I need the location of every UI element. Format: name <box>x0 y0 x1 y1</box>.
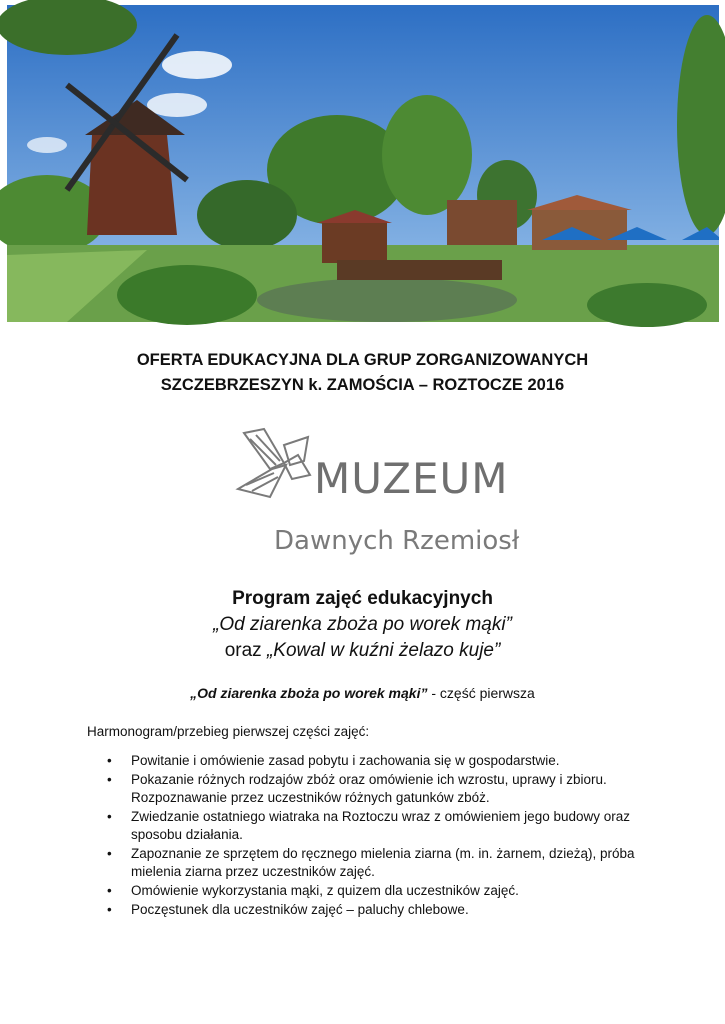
logo-text-museum: MUZEUM <box>314 454 509 503</box>
program-subtitle-2-title: „Kowal w kuźni żelazo kuje” <box>266 640 501 661</box>
list-item: • Omówienie wykorzystania mąki, z quizem dla uczestników zajęć. <box>107 882 647 900</box>
program-subtitle-2 <box>0 638 725 664</box>
list-item: • Pokazanie różnych rodzajów zbóż oraz omówienie ich wzrostu, uprawy i zbioru. Rozpoznawanie przez uczestników różnych gatunków zbóż. <box>107 771 647 807</box>
list-item: • Powitanie i omówienie zasad pobytu i zachowania się w gospodarstwie. <box>107 752 647 770</box>
windmill-sails-icon <box>238 429 310 497</box>
program-heading: Program zajęć edukacyjnych <box>232 588 493 609</box>
part-one-label: - część pierwsza <box>427 685 535 701</box>
list-item: • Zwiedzanie ostatniego wiatraka na Roztoczu wraz z omówieniem jego budowy oraz sposobu działania. <box>107 808 647 844</box>
document-title <box>0 348 725 398</box>
list-item: • Zapoznanie ze sprzętem do ręcznego mielenia ziarna (m. in. żarnem, dzieżą), próba mielenia ziarna przez uczestników zajęć. <box>107 845 647 881</box>
museum-logo <box>232 425 520 565</box>
title-line-2: SZCZEBRZESZYN k. ZAMOŚCIA – ROZTOCZE 2016 <box>160 376 565 394</box>
part-one-heading <box>0 685 725 701</box>
schedule-intro: Harmonogram/przebieg pierwszej części zajęć: <box>87 724 370 739</box>
program-section <box>0 586 725 664</box>
title-line-1: OFERTA EDUKACYJNA DLA GRUP ZORGANIZOWANYCH <box>136 351 589 369</box>
list-item: • Poczęstunek dla uczestników zajęć – paluchy chlebowe. <box>107 901 647 919</box>
header-photo <box>7 5 719 322</box>
logo-text-subtitle: Dawnych Rzemiosł <box>274 526 520 556</box>
schedule-list <box>107 752 647 920</box>
part-one-title: „Od ziarenka zboża po worek mąki” <box>190 685 428 701</box>
program-subtitle-1: „Od ziarenka zboża po worek mąki” <box>213 614 512 635</box>
program-subtitle-2-prefix: oraz <box>224 640 267 661</box>
